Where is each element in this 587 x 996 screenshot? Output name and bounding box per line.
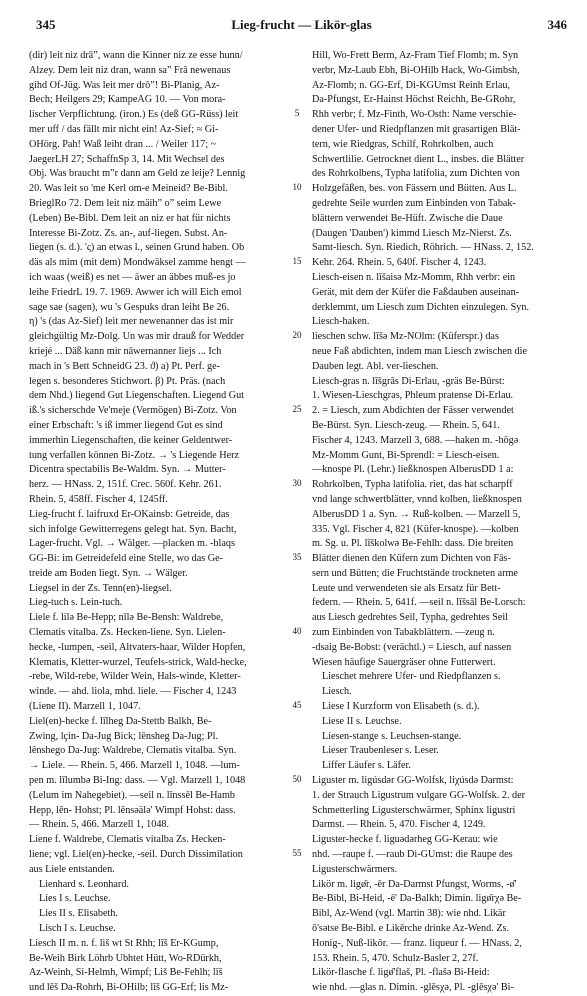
- text-line: Liene f. Waldrebe, Clematis vitalba Zs. Hecken-: [29, 834, 226, 846]
- text-line: 1. der Strauch Ligustrum vulgare GG-Wolfsk. 2. der: [312, 789, 526, 801]
- text-line: Liesch-gras n. līšgrās Di-Erlau, -gräs Be-Bürst:: [312, 375, 505, 387]
- text-line: ich waas (weiß) es net — äwer an äbbes muß-es jo: [29, 271, 236, 283]
- text-line: Lieg-frucht f. laifruxd Er-OKainsb: Getreide, das: [29, 508, 230, 520]
- text-line: sich infolge Gewitterregens gelegt hat. Syn. Bacht,: [29, 523, 237, 535]
- text-line: Rohrkolben, Typha latifolia. riet, das hat scharpff: [312, 479, 513, 491]
- text-line: Leute und verwendeten sie als Ersatz für Bett-: [312, 582, 501, 594]
- text-line: Bibl, Az-Wend (vgl. Martin 38): wie nhd. Likär: [312, 908, 506, 920]
- line-number: 50: [292, 774, 302, 785]
- text-line: immerhin Liegenschaften, die keiner Geldentwer-: [29, 434, 233, 446]
- line-number: 55: [292, 848, 302, 859]
- text-line: 2. = Liesch, zum Abdichten der Fässer verwendet: [312, 405, 514, 417]
- text-line: Dauben legt. Abl. ver-lieschen.: [312, 360, 439, 372]
- text-line: JaegerLH 27; SchaffnSp 3, 14. Mit Wechsel des: [29, 153, 225, 165]
- text-line: —knospe Pl. (Lehr.) ließknospen AlberusDD 1 a:: [312, 464, 514, 476]
- text-line: Liesch.: [322, 686, 352, 698]
- text-line: sern und Bütten; die Fruchtstände trockneten arme: [312, 567, 518, 579]
- text-line: gihd Of-Jüg. Was leit mer drō”! Bi-Planig, Az-: [29, 79, 220, 91]
- page-number-right: 346: [547, 17, 567, 32]
- text-line: Schwertlilie. Getrocknet dient L., insbes. die Blätter: [312, 153, 525, 165]
- text-line: derklemmt, um Liesch zum Dichten einzulegen. Syn.: [312, 301, 529, 313]
- text-line: Liesch-haken.: [312, 316, 370, 328]
- text-line: Liesch-eisen n. līšaisə Mz-Momm, Rhh verbr: ein: [312, 271, 516, 283]
- text-line: Liffer Läufer s. Läfer.: [322, 760, 411, 772]
- text-line: Mz-Momm Gunt, Bi-Sprendl: = Liesch-eisen.: [312, 449, 500, 461]
- text-line: liene; vgl. Liel(en)-hecke, -seil. Durch Dissimilation: [29, 849, 243, 861]
- text-line: nhd. —raupe f. —raub Di-GUmst: die Raupe des: [312, 849, 513, 861]
- text-line: vnd lange schwertblätter, vnnd kolben, ließknospen: [312, 493, 522, 505]
- text-line: dener Ufer- und Riedpflanzen mit grasartigen Blät-: [312, 123, 521, 135]
- line-number: 35: [292, 552, 302, 563]
- text-line: gleichgültig Mz-Dolg. Un was mir drauß for Wedder: [29, 331, 245, 343]
- text-line: sage sae (sagen), wu 's Gespuks dran leiht Be 26.: [29, 301, 230, 313]
- text-line: Hill, Wo-Frett Berm, Az-Fram Tief Flomb; m. Syn: [312, 50, 519, 61]
- text-line: Liese I Kurzform von Elisabeth (s. d.).: [322, 701, 480, 713]
- text-line: Be-Bürst. Syn. Liesch-zeug. — Rhein. 5, 641.: [312, 419, 500, 431]
- text-line: Likör m. ligø̄r, -ēr Da-Darmst Pfungst, Worms, -ø̄': [312, 878, 517, 890]
- text-line: mer uff / das fällt mir nicht ein! Az-Sief; ≈ Gi-: [29, 123, 219, 135]
- line-number: 15: [292, 256, 302, 267]
- text-line: blättern verwendet Be-Hüft. Zwische die Daue: [312, 212, 503, 224]
- text-line: aus Liesch gedrehtes Seil, Typha, gedrehtes Seil: [312, 612, 509, 624]
- text-line: Az-Flomb; n. GG-Erf, Di-KGUmst Reinh Erlau,: [312, 79, 511, 91]
- text-line: Rhein. 5, 458ff. Fischer 4, 1245ff.: [29, 493, 168, 505]
- text-line: Klematis, Kletter-wurzel, Teufels-strick, Wald-hecke,: [29, 656, 247, 668]
- text-line: (dir) leit niz drā”, wann die Kinner niz ze esse hunn/: [29, 50, 243, 61]
- line-number: 10: [292, 182, 302, 193]
- text-line: m. Sg. u. Pl. līškolwə Be-Fehlh: dass. Die breiten: [312, 538, 514, 550]
- text-line: neue Faß abdichten, indem man Liesch zwischen die: [312, 345, 527, 357]
- text-line: Samt-liesch. Syn. Riedich, Röhrich. — HNass. 2, 152.: [312, 242, 534, 254]
- text-line: OHörg. Pah! Waß leiht dran ... / Weiler 117; ~: [29, 138, 217, 150]
- text-line: Fischer 4, 1243. Marzell 3, 688. —haken m. -hōgə: [312, 434, 519, 446]
- text-line: liegen (s. d.). 'ς) an etwas l., seinen Grund haben. Ob: [29, 242, 245, 254]
- text-line: Liesen-stange s. Leuchsen-stange.: [322, 730, 462, 742]
- text-line: winde. — ahd. liola, mhd. liele. — Fischer 4, 1243: [29, 686, 237, 698]
- text-line: däs als mim (mit dem) Mondwäksel zamme hengt —: [29, 257, 246, 269]
- text-line: hecke, -lumpen, -seil, Altvaters-haar, Wilder Hopfen,: [29, 641, 246, 653]
- text-line: Lieschet mehrere Ufer- und Riedpflanzen s.: [322, 671, 501, 683]
- text-line: — Rhein. 5, 466. Marzell 1, 1048.: [29, 819, 170, 831]
- line-number: 40: [292, 626, 302, 637]
- right-column: [312, 49, 567, 996]
- text-line: Zwing, lçin- Da-Jug Bick; lēnsheg Da-Jug; Pl.: [29, 730, 219, 742]
- text-line: gedrehte Seile wurden zum Einbinden von Tabak-: [312, 197, 516, 209]
- text-line: 20. Was leit so 'me Kerl om-e Meineid? Be-Bibl.: [29, 183, 228, 195]
- left-column: [29, 49, 284, 996]
- text-line: Clematis vitalba. Zs. Hecken-liene. Syn. Lielen-: [29, 627, 226, 639]
- text-line: pen m. līlumbə Bi-Ing: dass. — Vgl. Marzell 1, 1048: [29, 775, 246, 787]
- text-line: leihe FriedrL 19. 7. 1969. Awwer ich will Eich emol: [29, 286, 242, 298]
- text-line: Schmetterling Ligusterschwärmer, Sphinx ligustri: [312, 804, 516, 816]
- text-line: GG-Bi: im Getreidefeld eine Stelle, wo das Ge-: [29, 553, 224, 565]
- text-line: herz. — HNass. 2, 151f. Crec. 560f. Kehr. 261.: [29, 479, 222, 491]
- text-line: Lisch I s. Leuchse.: [39, 923, 116, 935]
- text-line: -rebe, Wild-rebe, Wilder Wein, Hals-winde, Kletter-: [29, 671, 241, 683]
- text-line: Wiesen häufige Sauergräser ohne Futterwert.: [312, 656, 496, 668]
- line-number: 45: [292, 700, 302, 711]
- text-line: lēnshego Da-Jug: Waldrebe, Clematis vitalba. Syn.: [29, 745, 237, 757]
- text-line: mach in 's Bett SchneidG 23. ϑ) a) Pt. Perf. ge-: [29, 360, 221, 372]
- text-line: tung verfallen können Bi-Zotz. → 's Liegende Herz: [29, 449, 240, 461]
- text-line: und lēš Da-Rohrh, Bi-OHilb; līš GG-Erf; lis Mz-: [29, 982, 229, 994]
- text-line: 1. Wiesen-Lieschgras, Phleum pratense Di-Erlau.: [312, 390, 514, 402]
- text-line: Blätter dienen den Küfern zum Dichten von Fäs-: [312, 553, 511, 565]
- text-line: Alzey. Dem leit niz dran, wann sa” Frā newenaus: [29, 64, 231, 76]
- text-line: dem Nhd.) liegend Gut Liegenschaften. Liegend Gut: [29, 390, 245, 402]
- text-line: Gerät, mit dem der Küfer die Faßdauben auseinan-: [312, 286, 520, 298]
- line-number: 25: [292, 404, 302, 415]
- text-line: zum Einbinden von Tabakblättern. —zeug n.: [312, 627, 495, 639]
- text-line: 335. Vgl. Fischer 4, 821 (Küfer-knospe). —kolben: [312, 523, 519, 535]
- line-number: 20: [292, 330, 302, 341]
- text-line: Liguster m. ligúsdər GG-Wolfsk, liχúsdə Darmst:: [312, 775, 514, 787]
- text-line: Be-Bibl, Bi-Heid, -ē' Da-Balkh; Dimin. ligø̄rχə Be-: [312, 893, 522, 905]
- text-line: lieschen schw. līšə Mz-NOlm: (Küferspr.) das: [312, 331, 499, 343]
- page-number-left: 345: [36, 17, 56, 32]
- text-line: Liese II s. Leuchse.: [322, 715, 402, 727]
- text-line: des Rohrkolbens, Typha latifolia, zum Dichten von: [312, 168, 520, 180]
- text-line: Interesse Bi-Zotz. Zs. an-, auf-liegen. Subst. An-: [29, 227, 228, 239]
- text-line: Lieg-tuch s. Lein-tuch.: [29, 597, 123, 609]
- text-line: (Liene II). Marzell 1, 1047.: [29, 701, 141, 713]
- text-line: verbr, Mz-Laub Ebh, Bi-OHilb Hack, Wo-Gimbsh,: [312, 64, 520, 76]
- text-line: BrieglRo 72. Dem leit niz mäih” o” seim Lewe: [29, 197, 222, 209]
- text-line: Holzgefäßen, bes. von Fässern und Bütten. Aus L.: [312, 183, 517, 195]
- text-line: (Daugen 'Dauben') kimmd Liesch Mz-Nierst. Zs.: [312, 227, 512, 239]
- text-line: Hepp, lēn- Hohst; Pl. lēnsəälə' Wimpf Hohst: dass.: [29, 804, 236, 816]
- text-line: Lager-frucht. Vgl. → Wälger. —placken m. -blaqs: [29, 538, 235, 550]
- text-line: Az-Weinh, Si-Helmh, Wimpf; Liš Be-Fehlh; līš: [29, 967, 223, 979]
- text-line: treide am Boden liegt. Syn. → Wälger.: [29, 567, 188, 579]
- text-line: Lieser Traubenleser s. Leser.: [322, 745, 439, 757]
- text-line: ō'sətse Be-Bibl. e Likērche drinke Az-Wend. Zs.: [312, 923, 510, 935]
- running-title: Lieg-frucht — Likör-glas: [231, 17, 372, 32]
- text-line: Obj. Was braucht m”r dann am Geld ze leije? Lennig: [29, 168, 246, 180]
- text-line: Liele f. lilə Be-Hepp; nīlə Be-Bensh: Waldrebe,: [29, 612, 224, 624]
- text-line: wie nhd. —glas n. Dimin. -glēsχə, Pl. -glēsχə' Bi-: [312, 982, 514, 994]
- text-line: einer Erbschaft: 's iß immer liegend Gut es sind: [29, 419, 223, 431]
- text-line: Honig-, Nuß-likör. — franz. liqueur f. — HNass. 2,: [312, 937, 522, 949]
- text-line: Rhh verbr; f. Mz-Finth, Wo-Osth: Name verschie-: [312, 109, 517, 121]
- text-line: Liguster-hecke f. liguədərheg GG-Kerau: wie: [312, 834, 498, 846]
- text-line: AlberusDD 1 a. Syn. → Ruß-kolben. — Marzell 5,: [312, 508, 521, 520]
- text-line: Liel(en)-hecke f. līlheg Da-Stettb Balkh, Be-: [29, 715, 212, 727]
- text-line: aus Liele entstanden.: [29, 863, 115, 875]
- page-header: [36, 17, 567, 33]
- text-line: (Lelum im Nahegebiet). —seil n. līnssēl Be-Hamb: [29, 789, 235, 801]
- text-line: iß.'s sicherschde Ve'meje (Vermögen) Bi-Zotz. Von: [29, 405, 237, 417]
- text-line: Kehr. 264. Rhein. 5, 640f. Fischer 4, 1243.: [312, 257, 487, 269]
- text-line: Likör-flasche f. ligø̄'flaš, Pl. -flašə Bi-Heid:: [312, 967, 490, 979]
- text-line: legen s. besonderes Stichwort. β) Pt. Präs. (nach: [29, 375, 226, 387]
- line-number: 30: [292, 478, 302, 489]
- text-line: kriejé ... Däß kann mir nāwernanner liejs ... Ich: [29, 345, 222, 357]
- text-line: tern, wie Riedgras, Schilf, Rohrkolben, auch: [312, 138, 494, 150]
- text-line: Dicentra spectabilis Be-Waldm. Syn. → Mutter-: [29, 464, 226, 476]
- text-line: → Liele. — Rhein. 5, 466. Marzell 1, 1048. —lum-: [29, 760, 240, 772]
- text-line: -dsaig Be-Bobst: (verächtl.) = Liesch, auf nassen: [312, 641, 512, 653]
- text-line: Liegsel in der Zs. Tenn(en)-liegsel.: [29, 582, 172, 594]
- text-line: 153. Rhein. 5, 470. Schulz-Basler 2, 27f.: [312, 952, 479, 964]
- text-line: (Leben) Be-Bibl. Dem leit an niz er hat für nichts: [29, 212, 231, 224]
- text-line: Liesch II m. n. f. liš wt St Rhh; līš Er-KGump,: [29, 937, 219, 949]
- text-line: η) 's (das Az-Sief) leit mer newenanner das ist mir: [29, 316, 234, 328]
- text-line: Darmst. — Rhein. 5, 470. Fischer 4, 1249.: [312, 819, 486, 831]
- text-line: Ligusterschwärmers.: [312, 863, 398, 875]
- text-line: Lies I s. Leuchse.: [39, 893, 111, 905]
- text-line: lischer Verpflichtung. (iron.) Es (deß GG-Rüss) leit: [29, 109, 239, 121]
- text-line: Da-Pfungst, Er-Hainst Höchst Reichh, Be-GRohr,: [312, 94, 516, 106]
- text-line: Lienhard s. Leonhard.: [39, 878, 129, 890]
- line-number: 5: [294, 108, 300, 119]
- text-line: Bech; Heilgers 29; KampeAG 10. — Von mora-: [29, 94, 226, 106]
- text-line: Be-Weih Birk Löhrb Ubhtet Hütt, Wo-RDürkh,: [29, 952, 222, 964]
- text-line: federn. — Rhein. 5, 641f. —seil n. līšsāl Be-Lorsch:: [312, 597, 526, 609]
- text-line: Lies II s. Elisabeth.: [39, 908, 118, 920]
